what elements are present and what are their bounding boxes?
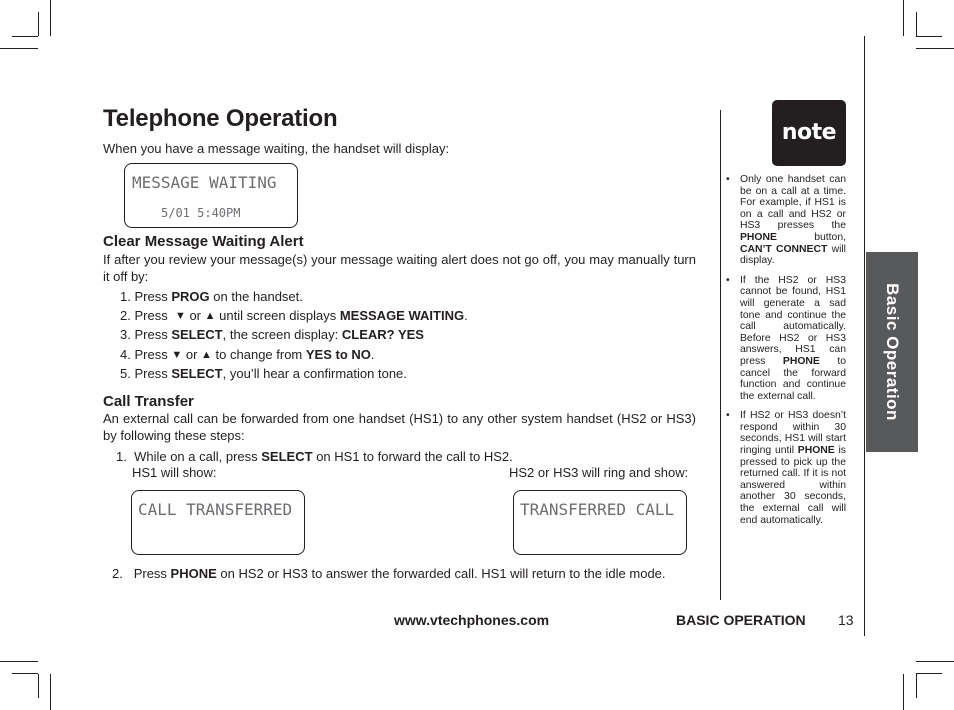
page-title: Telephone Operation xyxy=(103,105,338,132)
hs2-label: HS2 or HS3 will ring and show: xyxy=(509,465,689,480)
column-divider xyxy=(720,110,721,600)
lcd-call-transferred xyxy=(131,490,305,555)
section-tab-label: Basic Operation xyxy=(883,283,902,421)
crop-mark xyxy=(12,36,38,37)
up-triangle-icon: ▲ xyxy=(201,349,212,361)
note-item: • If HS2 or HS3 doesn’t respond within 30 seconds, HS1 will start ringing until PHONE is pressed to pick up the returned call. If it is not answered within another 30 seconds, the external call will end automatically. xyxy=(724,410,846,526)
crop-mark xyxy=(38,12,39,36)
up-triangle-icon: ▲ xyxy=(204,310,216,322)
section-text-call-transfer: An external call can be forwarded from one handset (HS1) to any other system handset (HS2 or HS3) by following these steps: xyxy=(103,411,696,443)
transfer-step-1: 1. While on a call, press SELECT on HS1 to forward the call to HS2. xyxy=(116,449,513,464)
section-text-clear-alert: If after you review your message(s) your message waiting alert does not go off, you may manually turn it off by: xyxy=(103,252,696,284)
crop-mark xyxy=(0,48,38,49)
crop-mark xyxy=(0,661,38,662)
lcd-transferred-call xyxy=(513,490,687,555)
crop-mark xyxy=(903,0,904,36)
step-4: 4. Press ▼ or ▲ to change from YES to NO. xyxy=(120,347,375,362)
crop-mark xyxy=(12,673,38,674)
crop-mark xyxy=(50,674,51,710)
page-number: 13 xyxy=(838,612,854,628)
note-badge: note xyxy=(772,100,846,166)
crop-mark xyxy=(916,674,917,698)
step-5: 5. Press SELECT, you’ll hear a confirmation tone. xyxy=(120,366,407,381)
note-item: • If the HS2 or HS3 cannot be found, HS1 will generate a sad tone and continue the call automatically. Before HS2 or HS3 answers, HS1 can press PHONE to cancel the forward function and continue the external call. xyxy=(724,275,846,403)
footer-url: www.vtechphones.com xyxy=(394,612,550,628)
intro-text: When you have a message waiting, the handset will display: xyxy=(103,141,450,156)
section-heading-call-transfer: Call Transfer xyxy=(103,393,194,410)
section-heading-clear-alert: Clear Message Waiting Alert xyxy=(103,233,304,250)
crop-mark xyxy=(916,48,954,49)
step-2: 2. Press ▼ or ▲ until screen displays MESSAGE WAITING. xyxy=(120,308,468,323)
crop-mark xyxy=(50,0,51,36)
lcd-line-1: MESSAGE WAITING xyxy=(132,173,277,192)
page-edge-rule xyxy=(864,36,865,636)
step-3: 3. Press SELECT, the screen display: CLEAR? YES xyxy=(120,327,424,342)
lcd-message-waiting xyxy=(124,163,298,228)
crop-mark xyxy=(916,36,942,37)
crop-mark xyxy=(38,674,39,698)
crop-mark xyxy=(916,673,942,674)
notes-list xyxy=(724,174,846,534)
footer-section: BASIC OPERATION xyxy=(676,612,806,628)
lcd-line-1: CALL TRANSFERRED xyxy=(138,500,293,519)
crop-mark xyxy=(916,661,954,662)
section-tab xyxy=(866,252,918,452)
crop-mark xyxy=(903,674,904,710)
down-triangle-icon: ▼ xyxy=(174,310,186,322)
lcd-line-1: TRANSFERRED CALL xyxy=(520,500,675,519)
lcd-line-2: 5/01 5:40PM xyxy=(161,206,241,220)
hs1-label: HS1 will show: xyxy=(132,465,217,480)
crop-mark xyxy=(916,12,917,36)
note-item: • Only one handset can be on a call at a time. For example, if HS1 is on a call and HS2 or HS3 presses the PHONE button, CAN’T CONNECT will display. xyxy=(724,174,846,267)
transfer-step-2: 2. Press PHONE on HS2 or HS3 to answer the forwarded call. HS1 will return to the idle mode. xyxy=(112,566,666,581)
step-1: 1. Press PROG on the handset. xyxy=(120,289,303,304)
down-triangle-icon: ▼ xyxy=(171,349,183,361)
